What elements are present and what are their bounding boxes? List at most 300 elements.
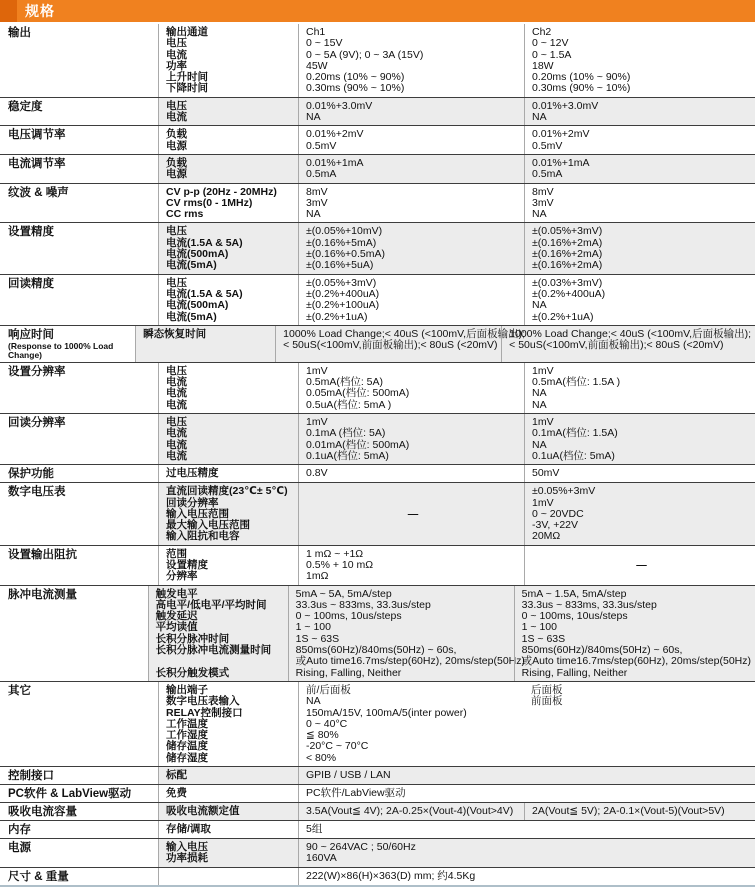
ch2-value: 1mV xyxy=(532,416,554,429)
param-label: 电流(1.5A & 5A) xyxy=(166,236,243,249)
ch1-value: ±(0.2%+400uA) xyxy=(306,287,380,300)
param-label: 高电平/低电平/平均时间 xyxy=(155,598,267,611)
param-label: 电流 xyxy=(166,438,187,451)
spec-row xyxy=(0,326,755,363)
ch2-value: 0.01%+2mV xyxy=(532,128,590,141)
ch2-value: ±0.05%+3mV xyxy=(532,485,596,498)
ch1-value: 0.5% + 10 mΩ xyxy=(306,558,374,571)
ch1-value: 0.1mA (档位: 5A) xyxy=(306,427,386,440)
ch2-value-column xyxy=(524,223,755,273)
category-label: 吸收电流容量 xyxy=(8,806,77,819)
row-values xyxy=(158,803,755,820)
spec-row xyxy=(0,803,755,821)
param-label: 长积分触发模式 xyxy=(155,666,230,679)
ch2-value-column xyxy=(501,326,755,362)
ch1-value-column xyxy=(298,223,524,273)
param-label: 电源 xyxy=(166,168,187,181)
spec-row xyxy=(0,839,755,868)
param-label-column xyxy=(159,839,298,867)
param-label: 电源 xyxy=(166,139,187,152)
row-values xyxy=(158,682,755,766)
ch1-value: 0.05mA(档位: 500mA) xyxy=(306,387,410,400)
ch1-value: ±(0.16%+5mA) xyxy=(306,236,377,249)
ch2-value: 0.01%+1mA xyxy=(532,156,590,169)
ch1-value: 33.3us ~ 833ms, 33.3us/step xyxy=(295,598,431,611)
category-label: 设置输出阻抗 xyxy=(8,548,77,561)
row-values xyxy=(158,275,755,325)
param-label: 长积分脉冲时间 xyxy=(155,632,230,645)
ch1-value-column xyxy=(298,546,524,585)
ch2-value: ±(0.2%+400uA) xyxy=(532,287,606,300)
row-values xyxy=(158,155,755,183)
param-label-column xyxy=(159,546,298,585)
param-label-column xyxy=(159,223,298,273)
param-label: 设置精度 xyxy=(166,558,208,571)
ch1-value: ±(0.05%+3mV) xyxy=(306,276,377,289)
param-label: CC rms xyxy=(166,208,204,221)
ch1-value: 0.30ms (90% ~ 10%) xyxy=(306,82,405,95)
ch2-value: ±(0.16%+2mA) xyxy=(532,259,603,272)
param-label xyxy=(166,871,294,882)
ch1-value: 前/后面板 xyxy=(306,683,351,696)
ch1-value: 1 mΩ ~ +1Ω xyxy=(306,547,364,560)
ch1-value-column xyxy=(288,586,525,681)
category-label: 设置分辨率 xyxy=(8,365,66,378)
ch2-value-column xyxy=(524,363,755,413)
ch1-value: 0.01%+2mV xyxy=(306,128,364,141)
category-cell xyxy=(0,785,158,802)
ch2-value: 850ms(60Hz)/840ms(50Hz) ~ 60s, xyxy=(521,644,683,657)
category-label: 输出 xyxy=(8,27,31,39)
spec-row xyxy=(0,868,755,885)
ch1-value-column xyxy=(298,126,524,154)
ch2-value: Rising, Falling, Neither xyxy=(521,666,628,679)
category-cell xyxy=(0,24,158,97)
spec-row xyxy=(0,98,755,127)
spec-row xyxy=(0,126,755,155)
param-label-column xyxy=(159,868,298,885)
param-label-column xyxy=(159,184,298,223)
param-label: 存储/调取 xyxy=(166,823,211,836)
ch1-value-column xyxy=(298,155,524,183)
spec-row xyxy=(0,586,755,682)
channel-span-value-column xyxy=(298,767,755,784)
ch1-value: ±(0.16%+0.5mA) xyxy=(306,248,386,261)
param-label: 电流 xyxy=(166,427,187,440)
param-label: 上升时间 xyxy=(166,71,208,84)
ch2-value: ±(0.16%+2mA) xyxy=(532,248,603,261)
spec-row xyxy=(0,414,755,465)
param-label: RELAY控制接口 xyxy=(166,706,243,719)
ch2-value: 18W xyxy=(532,59,554,72)
ch1-value: 1mΩ xyxy=(306,570,329,583)
param-label: 触发延迟 xyxy=(155,610,198,623)
ch1-value: 0.20ms (10% ~ 90%) xyxy=(306,71,405,84)
ch2-value: 0.5mV xyxy=(532,139,563,152)
param-label-column xyxy=(159,767,298,784)
spec-row xyxy=(0,821,755,839)
ch2-value: 0.01%+3.0mV xyxy=(532,99,599,112)
ch2-value: 1mV xyxy=(532,496,554,509)
ch2-value: < 50uS(<100mV,前面板输出);< 80uS (<20mV) xyxy=(509,339,724,352)
ch2-value: 1 ~ 100 xyxy=(521,621,557,634)
ch1-value: ±(0.2%+1uA) xyxy=(306,310,368,323)
category-label: 保护功能 xyxy=(8,468,54,481)
category-cell xyxy=(0,326,135,362)
spec-row xyxy=(0,363,755,414)
ch1-value-column xyxy=(298,24,524,97)
ch2-value: 1000% Load Change;< 40uS (<100mV,后面板输出); xyxy=(509,327,751,340)
param-label: 长积分脉冲电流测量时间 xyxy=(155,644,272,657)
ch2-value: 0 ~ 12V xyxy=(532,37,569,50)
row-values xyxy=(158,363,755,413)
param-label: 电流(500mA) xyxy=(166,299,229,312)
param-label: 负载 xyxy=(166,156,187,169)
param-label: 电流(1.5A & 5A) xyxy=(166,287,243,300)
ch2-value-column xyxy=(514,586,755,681)
ch1-value: < 50uS(<100mV,前面板输出);< 80uS (<20mV) xyxy=(283,339,498,352)
row-values xyxy=(158,24,755,97)
ch2-value: ±(0.05%+3mV) xyxy=(532,225,603,238)
category-cell xyxy=(0,546,158,585)
ch1-value: -20°C ~ 70°C xyxy=(306,740,369,753)
ch1-value: Ch1 xyxy=(306,26,326,38)
param-label: 输入电压范围 xyxy=(166,507,229,520)
ch2-value: 5mA ~ 1.5A, 5mA/step xyxy=(521,587,627,600)
param-label: 电压 xyxy=(166,37,187,50)
param-label: 电压 xyxy=(166,225,187,238)
ch2-value: 0 ~ 1.5A xyxy=(532,48,572,61)
channel-span-value: 160VA xyxy=(306,852,337,865)
row-values xyxy=(158,785,755,802)
ch2-value: 1S ~ 63S xyxy=(521,632,566,645)
ch2-value-column xyxy=(524,184,755,223)
ch2-value-column xyxy=(524,682,755,766)
ch2-value: 后面板 xyxy=(531,683,563,696)
category-cell xyxy=(0,483,158,544)
row-values xyxy=(158,483,755,544)
row-values xyxy=(158,821,755,838)
ch2-value: 前面板 xyxy=(531,695,563,708)
param-label-column xyxy=(159,98,298,126)
param-label: 电流 xyxy=(166,449,187,462)
category-label: 设置精度 xyxy=(8,226,54,239)
param-label-column xyxy=(149,586,288,681)
param-label: 平均读值 xyxy=(155,621,198,634)
spec-row xyxy=(0,546,755,586)
param-label: 电压 xyxy=(166,99,187,112)
ch1-value-column xyxy=(298,275,524,325)
param-label: 回读分辨率 xyxy=(166,496,219,509)
ch2-value: 0.1mA(档位: 1.5A) xyxy=(532,427,618,440)
category-cell xyxy=(0,821,158,838)
section-header xyxy=(0,0,755,22)
ch1-value-column xyxy=(298,98,524,126)
ch2-value-column xyxy=(524,414,755,464)
category-note: (Response to 1000% Load Change) xyxy=(8,340,114,360)
channel-span-value: 90 ~ 264VAC ; 50/60Hz xyxy=(306,841,416,854)
ch2-value: 3mV xyxy=(532,196,554,209)
ch2-value: -3V, +22V xyxy=(532,519,579,532)
row-values xyxy=(135,326,755,362)
category-cell xyxy=(0,414,158,464)
ch2-value: NA xyxy=(532,387,547,400)
param-label: 数字电压表输入 xyxy=(166,695,240,708)
spec-row xyxy=(0,682,755,767)
param-label-column xyxy=(159,275,298,325)
row-values xyxy=(148,586,755,681)
row-values xyxy=(158,184,755,223)
ch1-value: < 80% xyxy=(306,751,337,764)
spec-row xyxy=(0,767,755,785)
ch2-value: NA xyxy=(532,111,547,124)
ch2-value: 33.3us ~ 833ms, 33.3us/step xyxy=(521,598,657,611)
channel-span-value-column xyxy=(298,839,755,867)
ch1-value: 0.01mA(档位: 500mA) xyxy=(306,438,410,451)
spec-row xyxy=(0,465,755,483)
ch2-value: 2A(Vout≦ 5V); 2A-0.1×(Vout-5)(Vout>5V) xyxy=(532,805,725,818)
ch1-value-column xyxy=(298,465,524,482)
channel-span-value-column xyxy=(298,868,755,885)
ch1-value: 45W xyxy=(306,59,328,72)
category-label: 控制接口 xyxy=(8,770,54,783)
row-values xyxy=(158,414,755,464)
param-label: 电流(5mA) xyxy=(166,259,217,272)
ch2-value: 0.5mA(档位: 1.5A ) xyxy=(532,376,621,389)
param-label-column xyxy=(159,126,298,154)
param-label: 电流 xyxy=(166,111,187,124)
ch2-value: 8mV xyxy=(532,185,554,198)
ch1-value: Rising, Falling, Neither xyxy=(295,666,402,679)
row-values xyxy=(158,223,755,273)
ch1-value: 150mA/15V, 100mA/5(inter power) xyxy=(306,706,467,719)
category-cell xyxy=(0,363,158,413)
row-values xyxy=(158,546,755,585)
param-label-column xyxy=(159,465,298,482)
param-label-column xyxy=(159,821,298,838)
category-cell xyxy=(0,223,158,273)
ch1-value: ±(0.2%+100uA) xyxy=(306,299,380,312)
ch1-value: 0.5uA(档位: 5mA ) xyxy=(306,398,392,411)
ch2-value: ±(0.03%+3mV) xyxy=(532,276,603,289)
category-label: 尺寸 & 重量 xyxy=(8,870,69,883)
ch2-value: 0.20ms (10% ~ 90%) xyxy=(532,71,631,84)
ch2-value-column xyxy=(524,803,755,820)
param-label: 电流 xyxy=(166,387,187,400)
category-label: 数字电压表 xyxy=(8,486,66,499)
param-label: 工作湿度 xyxy=(166,729,208,742)
category-cell xyxy=(0,465,158,482)
param-label-column xyxy=(159,414,298,464)
param-label: 吸收电流额定值 xyxy=(166,805,240,818)
spec-row xyxy=(0,184,755,224)
ch1-value-column xyxy=(298,682,524,766)
category-label: 回读分辨率 xyxy=(8,417,66,430)
category-cell xyxy=(0,184,158,223)
ch1-value-column xyxy=(298,414,524,464)
ch1-value: ±(0.05%+10mV) xyxy=(306,225,383,238)
ch1-value: 850ms(60Hz)/840ms(50Hz) ~ 60s, xyxy=(295,644,457,657)
param-label-column xyxy=(159,363,298,413)
param-label: 分辨率 xyxy=(166,570,198,583)
category-cell xyxy=(0,868,158,885)
param-label: 免费 xyxy=(166,787,187,800)
spec-row xyxy=(0,483,755,545)
category-cell xyxy=(0,803,158,820)
param-label-column xyxy=(159,155,298,183)
category-cell xyxy=(0,682,158,766)
ch1-value: 5mA ~ 5A, 5mA/step xyxy=(295,587,392,600)
category-cell xyxy=(0,155,158,183)
param-label: 储存温度 xyxy=(166,740,208,753)
param-label: 输出端子 xyxy=(166,683,208,696)
param-label-column xyxy=(136,326,275,362)
ch1-value: 0.5mA(档位: 5A) xyxy=(306,376,384,389)
ch1-value: 0.8V xyxy=(306,467,328,480)
ch2-value-column xyxy=(524,24,755,97)
category-cell xyxy=(0,586,148,681)
ch2-value: 0 ~ 100ms, 10us/steps xyxy=(521,610,628,623)
param-label: 电压 xyxy=(166,276,187,289)
ch1-value-column xyxy=(298,184,524,223)
ch1-value: NA xyxy=(306,695,321,708)
category-cell xyxy=(0,839,158,867)
ch1-value: NA xyxy=(306,208,321,221)
ch1-value: 0 ~ 5A (9V); 0 ~ 3A (15V) xyxy=(306,48,424,61)
ch1-value-column xyxy=(275,326,525,362)
ch2-value-column xyxy=(524,98,755,126)
spec-row xyxy=(0,785,755,803)
ch2-value-column xyxy=(524,155,755,183)
param-label: 过电压精度 xyxy=(166,467,219,480)
category-cell xyxy=(0,767,158,784)
ch1-value-column xyxy=(298,803,524,820)
ch1-value: 0.5mV xyxy=(306,139,337,152)
channel-span-value: 222(W)×86(H)×363(D) mm; 约4.5Kg xyxy=(306,869,476,882)
ch1-value: 0 ~ 100ms, 10us/steps xyxy=(295,610,402,623)
ch2-value: NA xyxy=(532,208,547,221)
category-cell xyxy=(0,98,158,126)
spec-row xyxy=(0,24,755,98)
param-label xyxy=(156,656,284,667)
ch1-value: NA xyxy=(306,111,321,124)
ch1-value: 0 ~ 40°C xyxy=(306,717,348,730)
ch1-value: 0.01%+1mA xyxy=(306,156,364,169)
param-label: 电压 xyxy=(166,364,187,377)
ch2-value: 50mV xyxy=(532,467,560,480)
ch2-value-column xyxy=(524,483,755,544)
spec-row xyxy=(0,223,755,274)
param-label: 工作温度 xyxy=(166,717,208,730)
ch2-value: 0 ~ 20VDC xyxy=(532,507,584,520)
spec-row xyxy=(0,155,755,184)
row-values xyxy=(158,98,755,126)
ch2-value-column xyxy=(524,546,755,585)
category-cell xyxy=(0,275,158,325)
category-label: 回读精度 xyxy=(8,277,54,290)
ch1-value: 0.1uA(档位: 5mA) xyxy=(306,449,389,462)
param-label: 标配 xyxy=(166,769,187,782)
param-label-column xyxy=(159,682,298,766)
category-label: 脉冲电流测量 xyxy=(8,588,77,601)
ch2-value: NA xyxy=(532,398,547,411)
not-applicable-dash: — xyxy=(407,507,419,520)
spec-row xyxy=(0,275,755,326)
ch1-value: 0 ~ 15V xyxy=(306,37,343,50)
row-values xyxy=(158,126,755,154)
param-label: 电流(500mA) xyxy=(166,248,229,261)
ch2-value: NA xyxy=(532,438,547,451)
param-label: 最大输入电压范围 xyxy=(166,519,250,532)
ch2-value: NA xyxy=(532,299,547,312)
not-applicable-dash: — xyxy=(636,558,647,571)
param-label: 输出通道 xyxy=(166,26,208,38)
param-label: 下降时间 xyxy=(166,82,208,95)
ch1-value-column xyxy=(298,483,524,544)
ch1-value: 8mV xyxy=(306,185,328,198)
param-label: 范围 xyxy=(166,547,187,560)
param-label: 电压 xyxy=(166,416,187,429)
ch1-value-column xyxy=(298,363,524,413)
ch1-value: 0.5mA xyxy=(306,168,337,181)
ch2-value: 或Auto time16.7ms/step(60Hz), 20ms/step(50Hz) xyxy=(521,655,751,668)
ch1-value: 1mV xyxy=(306,364,328,377)
param-label: 负载 xyxy=(166,128,187,141)
category-label: 电源 xyxy=(8,842,31,855)
channel-span-value-column xyxy=(298,821,755,838)
param-label: 瞬态恢复时间 xyxy=(143,327,207,340)
ch1-value: ≦ 80% xyxy=(306,729,339,742)
param-label: CV rms(0 - 1MHz) xyxy=(166,196,253,209)
ch1-value: ±(0.16%+5uA) xyxy=(306,259,374,272)
param-label: 功率损耗 xyxy=(166,852,208,865)
param-label-column xyxy=(159,785,298,802)
param-label: 输入电压 xyxy=(166,841,208,854)
ch2-value: Ch2 xyxy=(532,26,552,38)
param-label: 储存湿度 xyxy=(166,751,208,764)
param-label: 电流 xyxy=(166,398,187,411)
ch1-value: 1mV xyxy=(306,416,328,429)
param-label: 输入阻抗和电容 xyxy=(166,530,240,543)
ch2-value: 1mV xyxy=(532,364,554,377)
ch1-value: 1 ~ 100 xyxy=(295,621,331,634)
param-label: 电流 xyxy=(166,48,187,61)
row-values xyxy=(158,868,755,885)
ch2-value: 0.30ms (90% ~ 10%) xyxy=(532,82,631,95)
param-label-column xyxy=(159,483,298,544)
param-label: 触发电平 xyxy=(155,587,198,600)
row-values xyxy=(158,839,755,867)
channel-span-value: GPIB / USB / LAN xyxy=(306,769,391,782)
ch1-value: 1S ~ 63S xyxy=(295,632,340,645)
ch2-value-column xyxy=(524,275,755,325)
param-label: 电流(5mA) xyxy=(166,310,217,323)
channel-span-value: 5组 xyxy=(306,823,323,836)
ch2-value: 20MΩ xyxy=(532,530,561,543)
param-label xyxy=(143,340,271,351)
param-label-column xyxy=(159,24,298,97)
ch2-value: ±(0.16%+2mA) xyxy=(532,236,603,249)
ch2-value-column xyxy=(524,126,755,154)
ch2-value: ±(0.2%+1uA) xyxy=(532,310,594,323)
param-label: CV p-p (20Hz - 20MHz) xyxy=(166,185,277,198)
channel-span-value-column xyxy=(298,785,755,802)
category-label: 内存 xyxy=(8,824,31,837)
ch2-value-column xyxy=(524,465,755,482)
spec-table xyxy=(0,24,755,887)
category-label: 稳定度 xyxy=(8,100,43,113)
category-label: 响应时间 xyxy=(8,328,54,341)
